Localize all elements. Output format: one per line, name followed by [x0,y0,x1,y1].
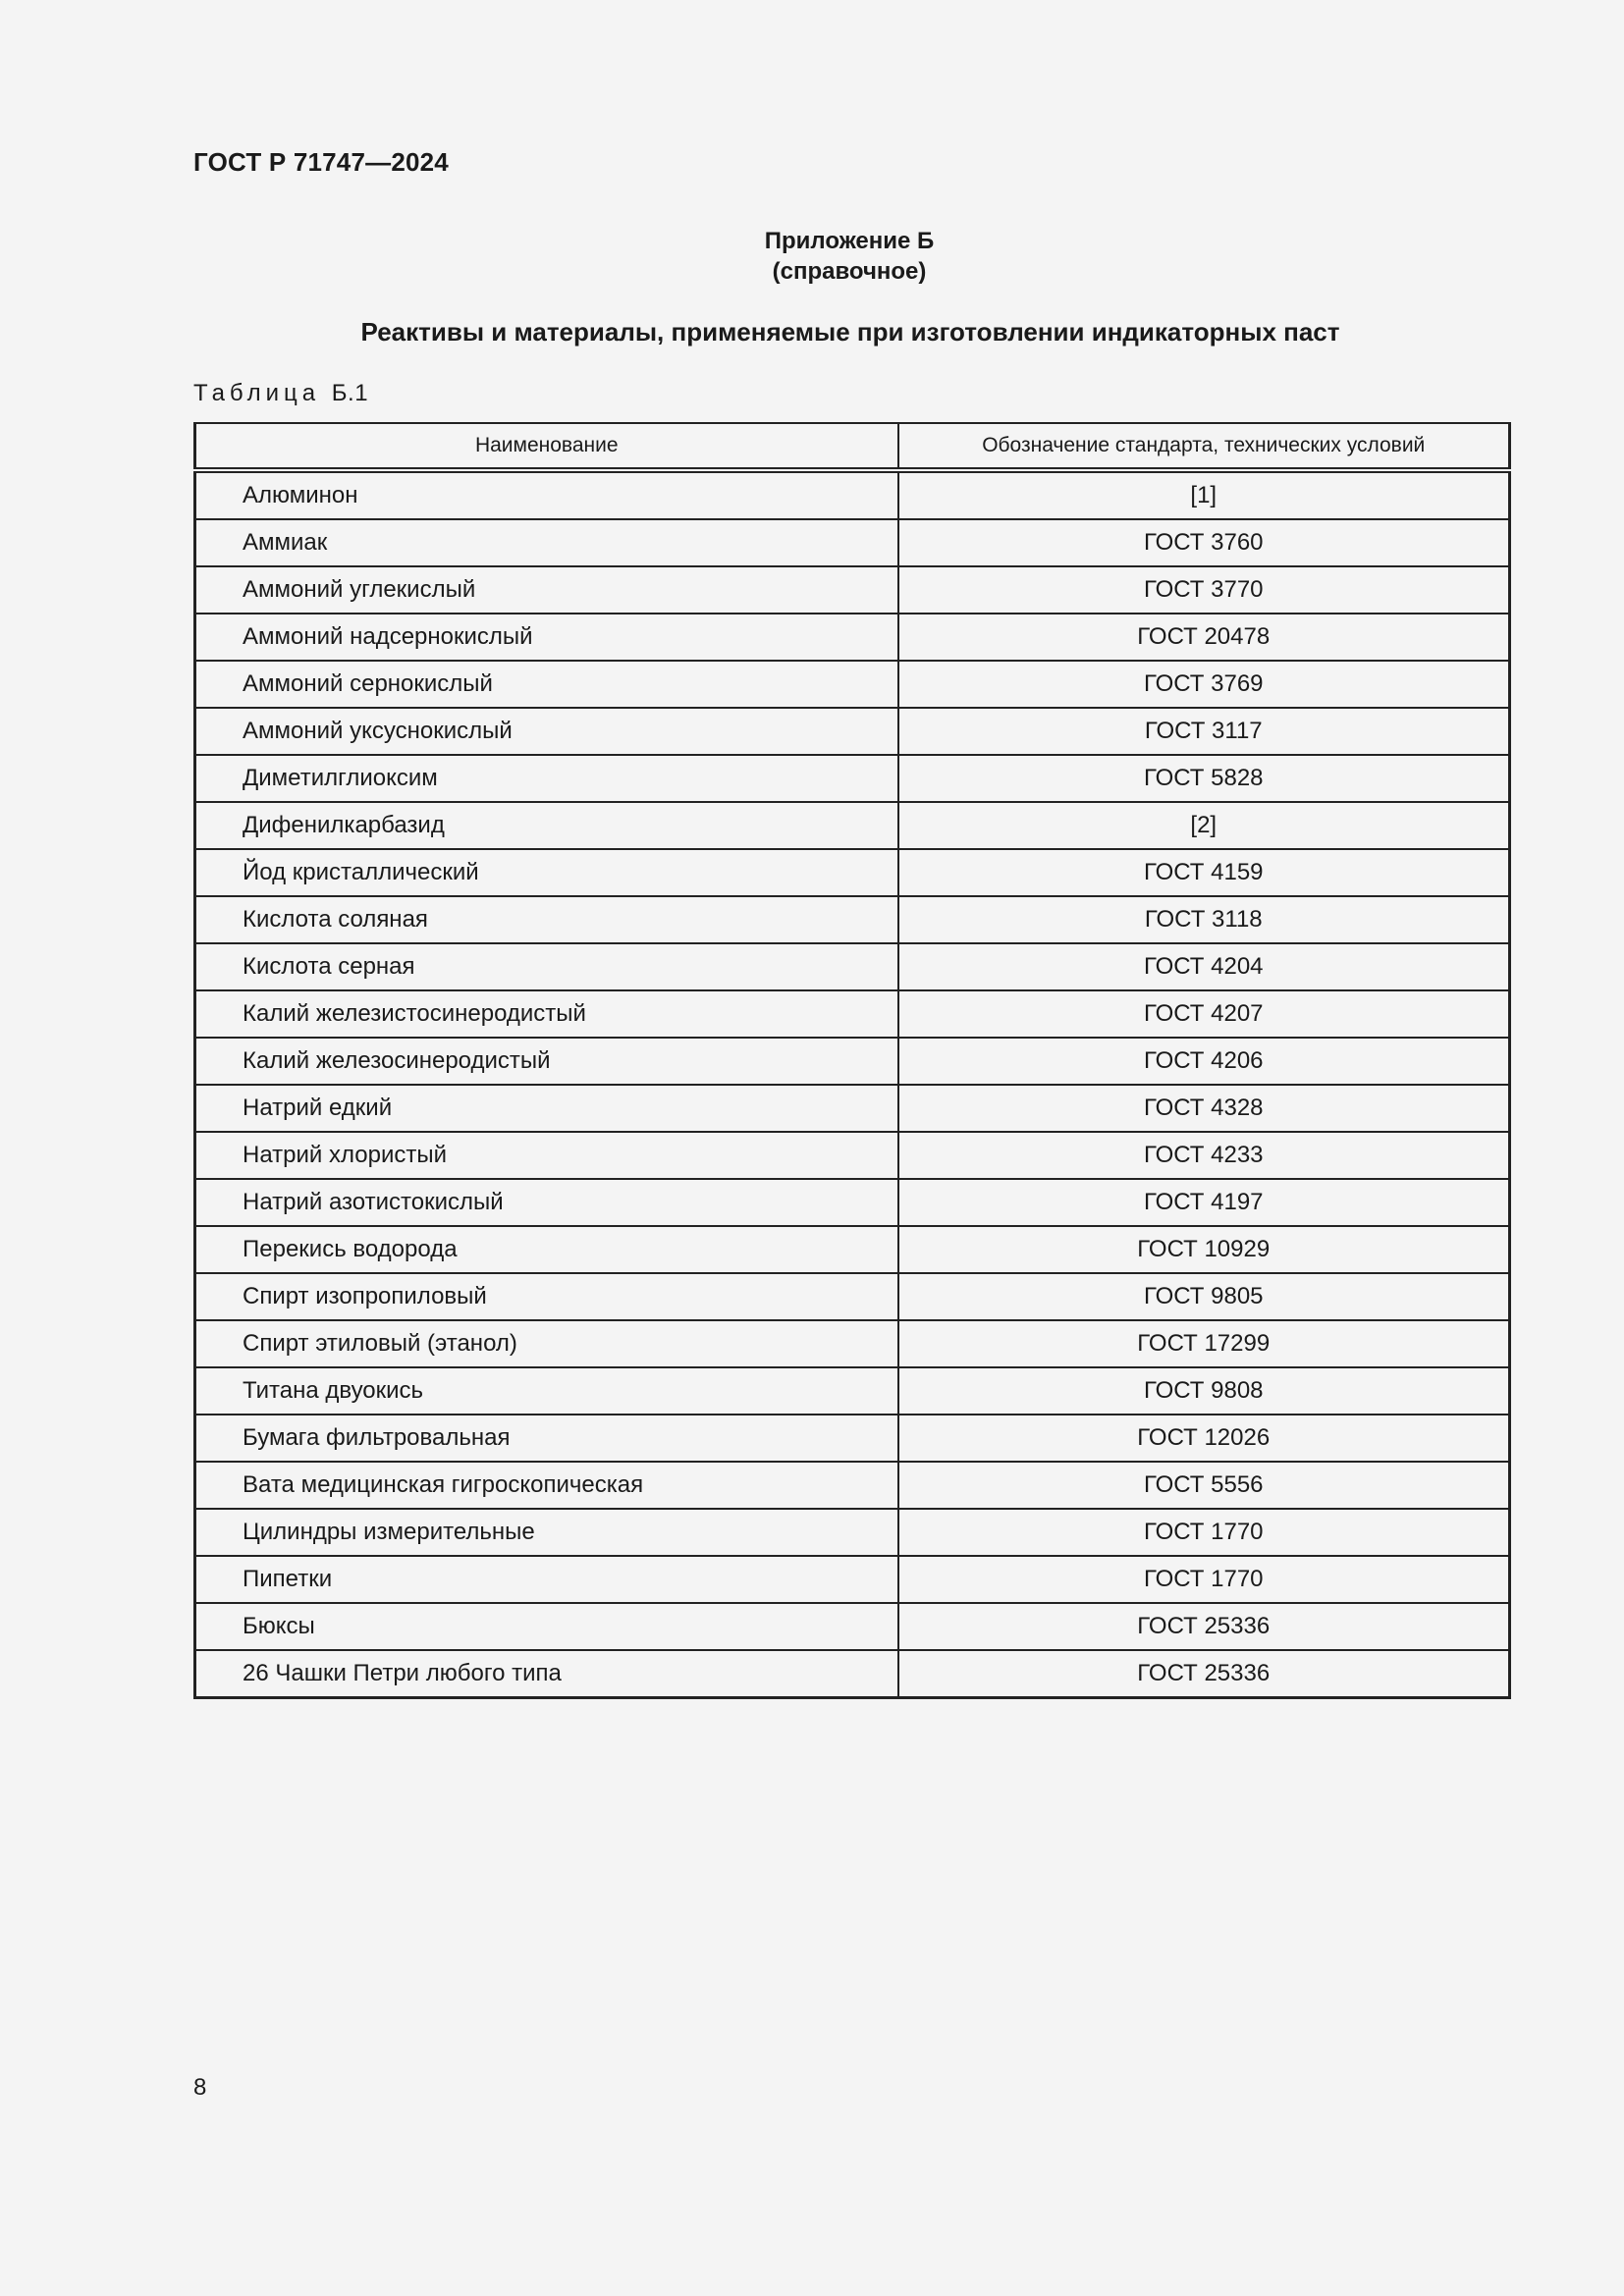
cell-standard: ГОСТ 25336 [898,1603,1510,1650]
table-caption [193,380,368,407]
table-row [195,1367,1510,1415]
cell-standard: ГОСТ 10929 [898,1226,1510,1273]
column-header-name: Наименование [195,423,898,470]
table-row [195,1320,1510,1367]
cell-name: Спирт этиловый (этанол) [195,1320,898,1367]
cell-standard: ГОСТ 4159 [898,849,1510,896]
appendix-heading [0,226,1624,287]
cell-name: Цилиндры измерительные [195,1509,898,1556]
cell-name: Натрий хлористый [195,1132,898,1179]
cell-standard: ГОСТ 5556 [898,1462,1510,1509]
cell-standard: ГОСТ 3118 [898,896,1510,943]
cell-standard: ГОСТ 9808 [898,1367,1510,1415]
cell-name: Натрий азотистокислый [195,1179,898,1226]
table-row [195,1650,1510,1698]
table-row [195,1038,1510,1085]
cell-standard: ГОСТ 17299 [898,1320,1510,1367]
cell-standard: ГОСТ 1770 [898,1509,1510,1556]
cell-standard: ГОСТ 4207 [898,990,1510,1038]
reagents-table [193,422,1511,1699]
table-row [195,519,1510,566]
table-row [195,943,1510,990]
appendix-subtitle: (справочное) [772,258,927,285]
document-code: ГОСТ Р 71747—2024 [193,147,449,177]
section-title: Реактивы и материалы, применяемые при изготовлении индикаторных паст [360,317,1340,347]
table-row [195,1509,1510,1556]
cell-name: Пипетки [195,1556,898,1603]
page-number: 8 [193,2074,207,2101]
table-row [195,1462,1510,1509]
table-body [195,470,1510,1698]
table-header-row [195,423,1510,470]
cell-name: Дифенилкарбазид [195,802,898,849]
cell-name: Спирт изопропиловый [195,1273,898,1320]
table-row [195,1273,1510,1320]
cell-standard: ГОСТ 1770 [898,1556,1510,1603]
table-row [195,1226,1510,1273]
cell-standard: ГОСТ 4328 [898,1085,1510,1132]
cell-name: Натрий едкий [195,1085,898,1132]
cell-name: Диметилглиоксим [195,755,898,802]
cell-standard: ГОСТ 4197 [898,1179,1510,1226]
cell-name: Алюминон [195,470,898,519]
cell-name: Аммоний углекислый [195,566,898,614]
cell-standard: ГОСТ 4233 [898,1132,1510,1179]
cell-standard: ГОСТ 3760 [898,519,1510,566]
cell-standard: ГОСТ 3769 [898,661,1510,708]
cell-standard: ГОСТ 4204 [898,943,1510,990]
table-caption-number: Б.1 [331,380,369,406]
cell-name: 26 Чашки Петри любого типа [195,1650,898,1698]
cell-name: Кислота серная [195,943,898,990]
table-row [195,1556,1510,1603]
cell-name: Бюксы [195,1603,898,1650]
appendix-title: Приложение Б [764,228,935,254]
cell-name: Аммоний надсернокислый [195,614,898,661]
cell-name: Аммоний сернокислый [195,661,898,708]
column-header-standard: Обозначение стандарта, технических условий [898,423,1510,470]
table-row [195,1603,1510,1650]
cell-name: Вата медицинская гигроскопическая [195,1462,898,1509]
cell-name: Йод кристаллический [195,849,898,896]
table-row [195,1085,1510,1132]
table-row [195,614,1510,661]
table-row [195,661,1510,708]
cell-standard: ГОСТ 9805 [898,1273,1510,1320]
table-row [195,755,1510,802]
cell-name: Калий железистосинеродистый [195,990,898,1038]
cell-standard: [1] [898,470,1510,519]
table-row [195,470,1510,519]
cell-standard: ГОСТ 5828 [898,755,1510,802]
table-row [195,1415,1510,1462]
cell-name: Калий железосинеродистый [195,1038,898,1085]
cell-standard: ГОСТ 25336 [898,1650,1510,1698]
cell-standard: [2] [898,802,1510,849]
cell-name: Аммоний уксуснокислый [195,708,898,755]
cell-name: Кислота соляная [195,896,898,943]
cell-name: Бумага фильтровальная [195,1415,898,1462]
cell-name: Аммиак [195,519,898,566]
table-caption-label: Таблица [193,380,321,406]
table-row [195,802,1510,849]
cell-standard: ГОСТ 20478 [898,614,1510,661]
cell-standard: ГОСТ 3117 [898,708,1510,755]
cell-name: Титана двуокись [195,1367,898,1415]
table-row [195,990,1510,1038]
cell-standard: ГОСТ 12026 [898,1415,1510,1462]
table-row [195,566,1510,614]
table-row [195,1132,1510,1179]
table-row [195,849,1510,896]
cell-standard: ГОСТ 3770 [898,566,1510,614]
cell-name: Перекись водорода [195,1226,898,1273]
table-row [195,896,1510,943]
table-row [195,1179,1510,1226]
table-row [195,708,1510,755]
cell-standard: ГОСТ 4206 [898,1038,1510,1085]
